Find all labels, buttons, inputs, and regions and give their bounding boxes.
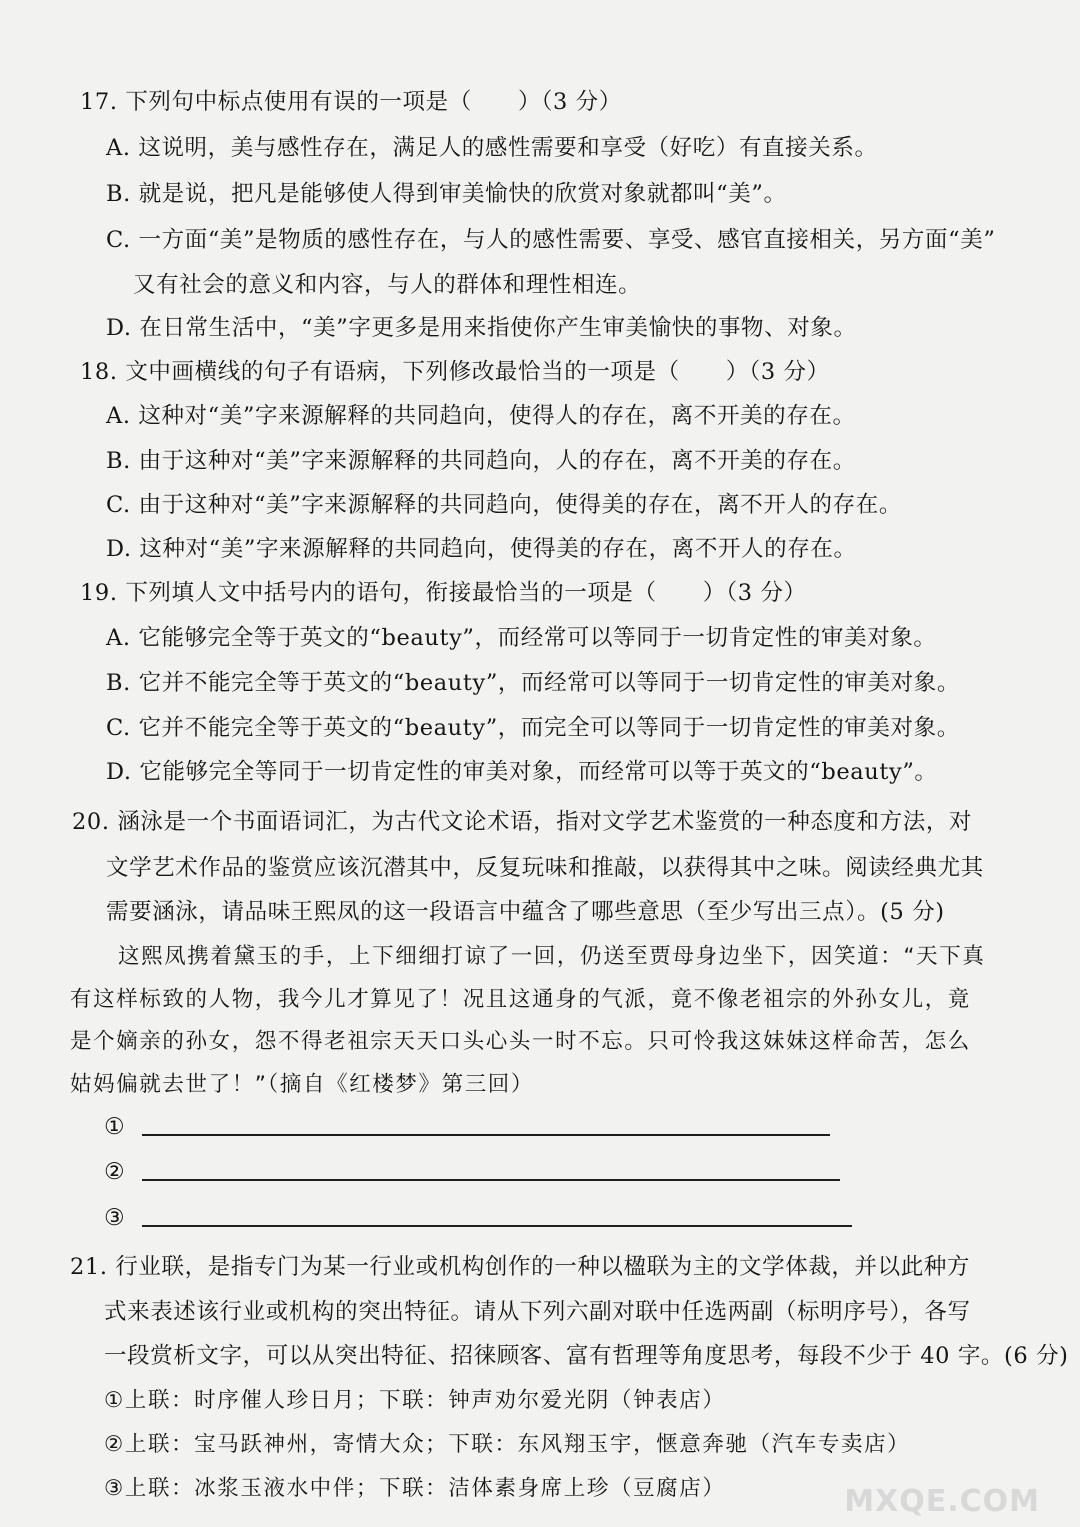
q20-quote-line1: 这熙凤携着黛玉的手，上下细细打谅了一回，仍送至贾母身边坐下，因笑道：“天下真 bbox=[118, 944, 986, 969]
q21-couplet-1: ①上联：时序催人珍日月；下联：钟声劝尔爱光阴（钟表店） bbox=[104, 1388, 726, 1413]
q17-stem: 17. 下列句中标点使用有误的一项是（ ）（3 分） bbox=[80, 89, 622, 115]
q20-stem-line2: 文学艺术作品的鉴赏应该沉潜其中，反复玩味和推敲，以获得其中之味。阅读经典尤其 bbox=[106, 855, 984, 881]
watermark-logo: MXQE.COM bbox=[844, 1484, 1040, 1519]
q19-option-a: A. 它能够完全等于英文的“beauty”，而经常可以等同于一切肯定性的审美对象。 bbox=[106, 625, 937, 651]
q21-stem-line1: 21. 行业联，是指专门为某一行业或机构创作的一种以楹联为主的文学体裁，并以此种方 bbox=[70, 1254, 971, 1280]
q19-stem: 19. 下列填人文中括号内的语句，衔接最恰当的一项是（ ）（3 分） bbox=[80, 580, 807, 606]
q19-option-c: C. 它并不能完全等于英文的“beauty”，而完全可以等同于一切肯定性的审美对象。 bbox=[106, 715, 960, 741]
q20-answer-line-1[interactable] bbox=[104, 1112, 830, 1142]
q21-couplet-3: ③上联：冰浆玉液水中伴；下联：洁体素身席上珍（豆腐店） bbox=[104, 1476, 726, 1501]
q21-stem-line2: 式来表述该行业或机构的突出特征。请从下列六副对联中任选两副（标明序号），各写 bbox=[104, 1299, 971, 1325]
q21-stem-line3: 一段赏析文字，可以从突出特征、招徕顾客、富有哲理等角度思考，每段不少于 40 字。(6 分) bbox=[104, 1343, 1069, 1369]
q18-option-b: B. 由于这种对“美”字来源解释的共同趋向，人的存在，离不开美的存在。 bbox=[106, 448, 856, 474]
answer-number-2: ② bbox=[104, 1159, 125, 1185]
q18-option-d: D. 这种对“美”字来源解释的共同趋向，使得美的存在，离不开人的存在。 bbox=[106, 536, 857, 562]
q17-option-b: B. 就是说，把凡是能够使人得到审美愉快的欣赏对象就都叫“美”。 bbox=[106, 181, 787, 207]
answer-underline-1 bbox=[142, 1134, 830, 1136]
answer-number-1: ① bbox=[104, 1114, 125, 1140]
q19-option-b: B. 它并不能完全等于英文的“beauty”，而经常可以等同于一切肯定性的审美对象。 bbox=[106, 670, 960, 696]
q20-answer-line-3[interactable] bbox=[104, 1203, 852, 1233]
q20-stem-line1: 20. 涵泳是一个书面语词汇，为古代文论术语，指对文学艺术鉴赏的一种态度和方法，对 bbox=[72, 809, 973, 835]
q18-option-a: A. 这种对“美”字来源解释的共同趋向，使得人的存在，离不开美的存在。 bbox=[106, 403, 856, 429]
answer-number-3: ③ bbox=[104, 1205, 125, 1231]
q21-couplet-2: ②上联：宝马跃神州，寄情大众；下联：东风翔玉宇，惬意奔驰（汽车专卖店） bbox=[104, 1432, 911, 1457]
q18-stem: 18. 文中画横线的句子有语病，下列修改最恰当的一项是（ ）（3 分） bbox=[80, 359, 830, 385]
q20-quote-line4: 姑妈偏就去世了！”（摘自《红楼梦》第三回） bbox=[70, 1072, 534, 1097]
q18-option-c: C. 由于这种对“美”字来源解释的共同趋向，使得美的存在，离不开人的存在。 bbox=[106, 492, 902, 518]
q17-option-a: A. 这说明，美与感性存在，满足人的感性需要和享受（好吃）有直接关系。 bbox=[106, 135, 878, 161]
q17-option-c-line1: C. 一方面“美”是物质的感性存在，与人的感性需要、享受、感官直接相关，另方面“美” bbox=[106, 227, 996, 253]
q20-quote-line2: 有这样标致的人物，我今儿才算见了！况且这通身的气派，竟不像老祖宗的外孙女儿，竟 bbox=[70, 987, 971, 1012]
q17-option-d: D. 在日常生活中，“美”字更多是用来指使你产生审美愉快的事物、对象。 bbox=[106, 315, 857, 341]
q17-option-c-line2: 又有社会的意义和内容，与人的群体和理性相连。 bbox=[133, 272, 642, 298]
q20-quote-line3: 是个嫡亲的孙女，怨不得老祖宗天天口头心头一时不忘。只可怜我这妹妹这样命苦，怎么 bbox=[70, 1029, 971, 1054]
q19-option-d: D. 它能够完全等同于一切肯定性的审美对象，而经常可以等于英文的“beauty”。 bbox=[106, 759, 938, 785]
answer-underline-3 bbox=[142, 1225, 852, 1227]
q20-stem-line3: 需要涵泳，请品味王熙凤的这一段语言中蕴含了哪些意思（至少写出三点）。(5 分) bbox=[106, 899, 945, 925]
q20-answer-line-2[interactable] bbox=[104, 1157, 840, 1187]
answer-underline-2 bbox=[142, 1179, 840, 1181]
